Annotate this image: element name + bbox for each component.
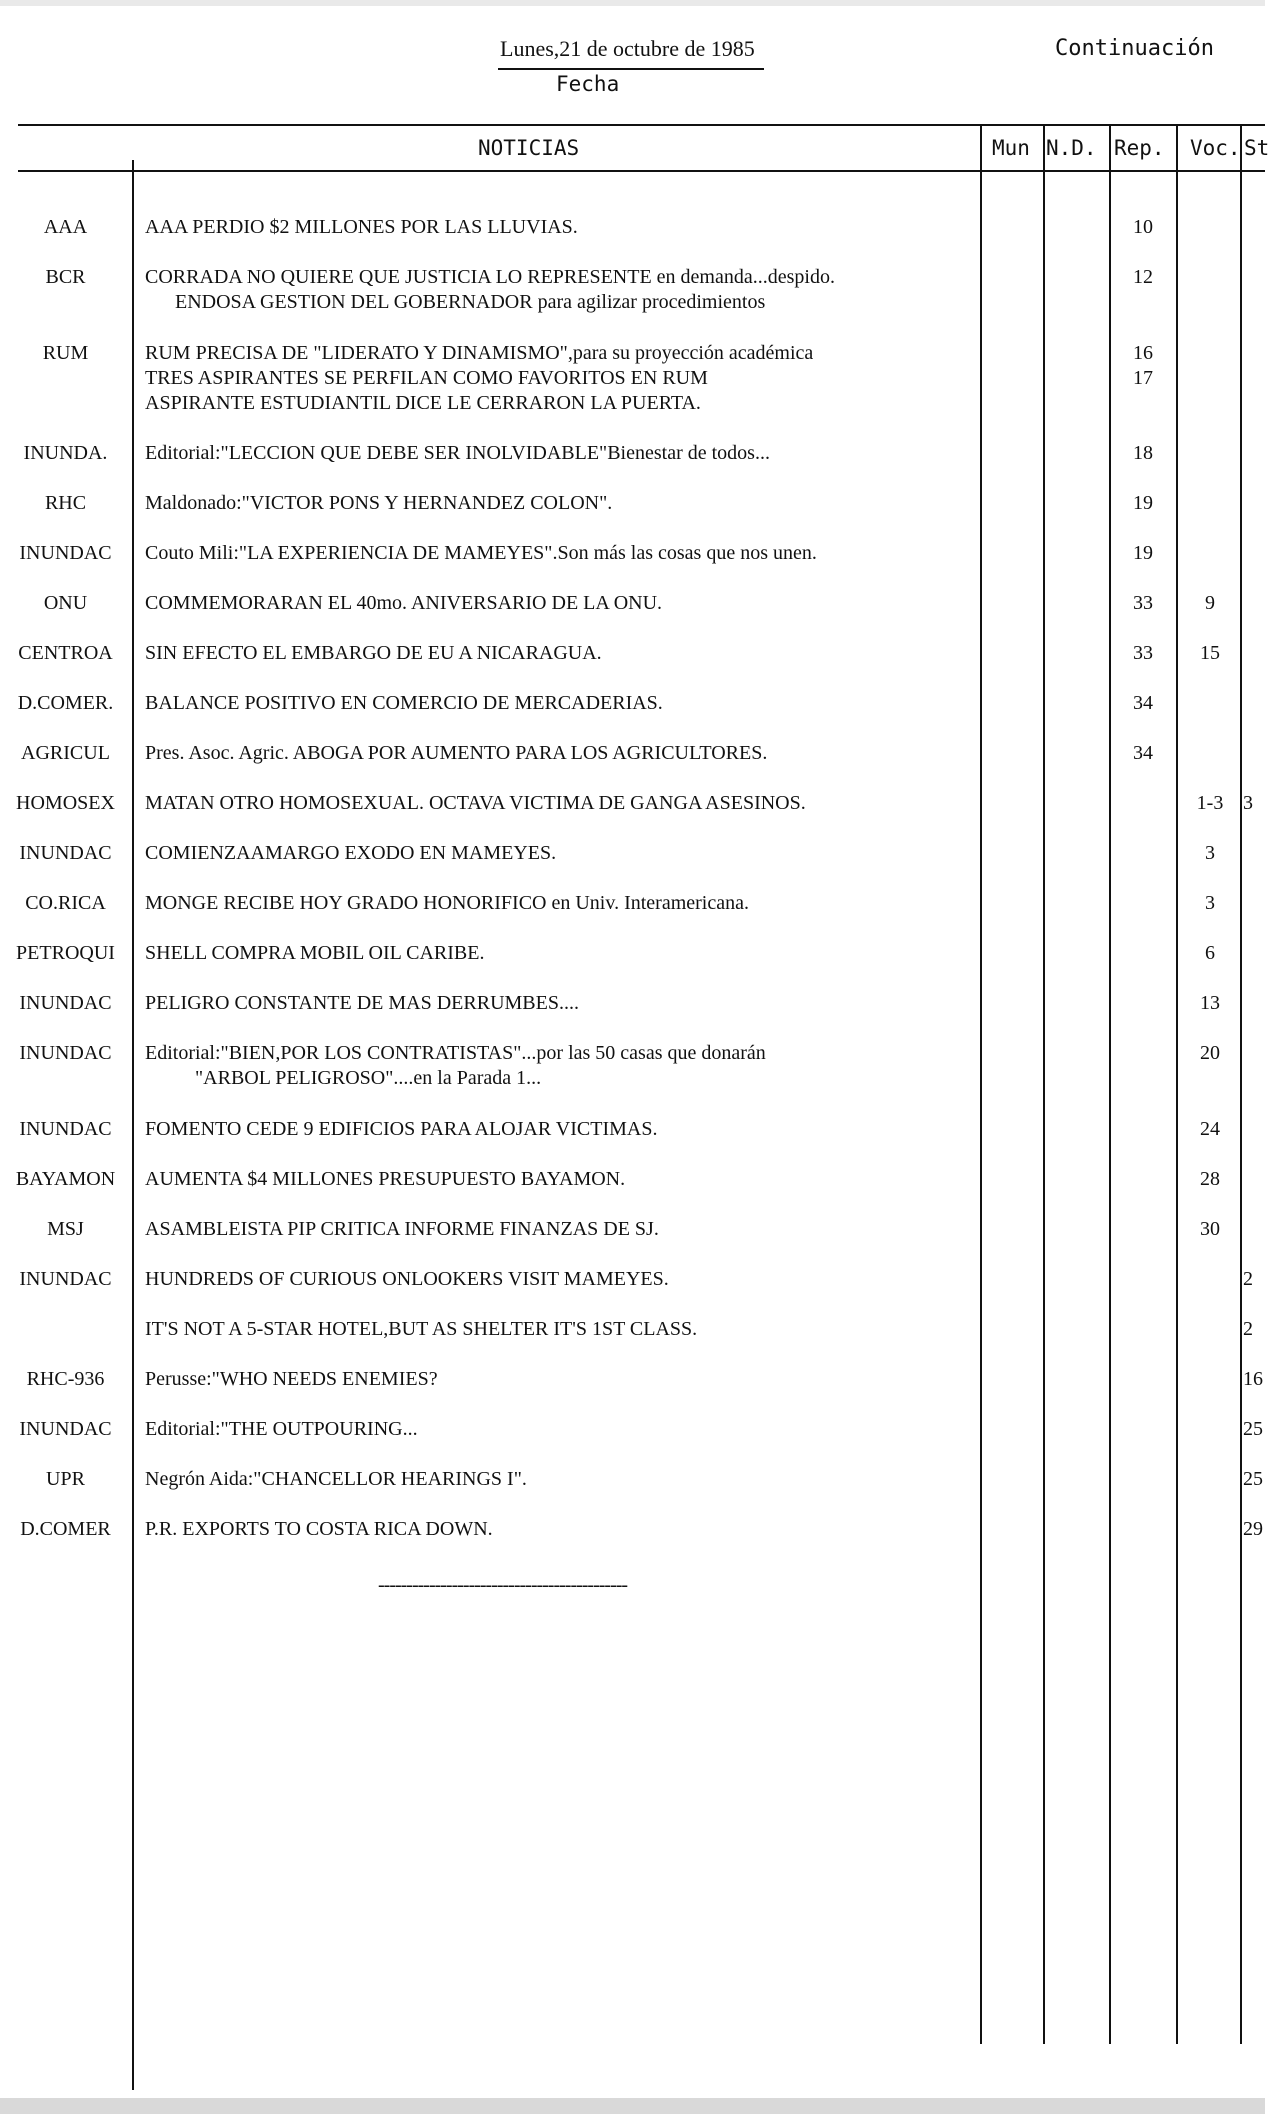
headline-text: ASAMBLEISTA PIP CRITICA INFORME FINANZAS DE SJ. (145, 1218, 659, 1240)
headline-text: ASPIRANTE ESTUDIANTIL DICE LE CERRARON LA PUERTA. (145, 392, 701, 414)
code-column-divider (132, 160, 134, 2090)
section-code: BCR (45, 266, 86, 288)
nd-column-divider (1043, 124, 1045, 2044)
rep-page-number: 17 (1133, 367, 1153, 389)
st-page-number: 25 (1243, 1468, 1263, 1490)
section-code: AAA (43, 216, 88, 238)
st-page-number: 29 (1243, 1518, 1263, 1540)
section-code: INUNDAC (19, 1268, 112, 1290)
mun-column-divider (980, 124, 982, 2044)
report-date: Lunes,21 de octubre de 1985 (500, 36, 755, 61)
voc-page-number: 15 (1200, 642, 1220, 664)
st-page-number: 3 (1243, 792, 1253, 814)
rep-page-number: 18 (1133, 442, 1153, 464)
rep-page-number: 19 (1133, 492, 1153, 514)
column-header-news: NOTICIAS (478, 136, 580, 160)
section-code: RUM (42, 342, 89, 364)
section-code: CENTROA (18, 642, 113, 664)
headline-text: CORRADA NO QUIERE QUE JUSTICIA LO REPRESENTE en demanda...despido. (145, 266, 835, 288)
column-header-rep: Rep. (1114, 136, 1165, 160)
voc-page-number: 28 (1200, 1168, 1220, 1190)
page-bottom-edge (0, 2098, 1265, 2114)
section-code: BAYAMON (15, 1168, 116, 1190)
date-label: Fecha (556, 72, 620, 96)
headline-text: Perusse:"WHO NEEDS ENEMIES? (145, 1368, 438, 1390)
column-header-nd: N.D. (1046, 136, 1097, 160)
headline-text: SIN EFECTO EL EMBARGO DE EU A NICARAGUA. (145, 642, 602, 664)
section-code: PETROQUI (16, 942, 115, 964)
section-code: UPR (46, 1468, 85, 1490)
headline-text: Editorial:"THE OUTPOURING... (145, 1418, 418, 1440)
headline-text: TRES ASPIRANTES SE PERFILAN COMO FAVORITOS EN RUM (145, 367, 708, 389)
headline-text: FOMENTO CEDE 9 EDIFICIOS PARA ALOJAR VICTIMAS. (145, 1118, 658, 1140)
voc-page-number: 1-3 (1196, 792, 1224, 814)
section-code: INUNDAC (19, 1418, 112, 1440)
rep-page-number: 33 (1133, 642, 1153, 664)
rep-page-number: 10 (1133, 216, 1153, 238)
headline-text: Pres. Asoc. Agric. ABOGA POR AUMENTO PARA LOS AGRICULTORES. (145, 742, 768, 764)
page-top-edge (0, 0, 1265, 6)
headline-text: AUMENTA $4 MILLONES PRESUPUESTO BAYAMON. (145, 1168, 626, 1190)
headline-text: PELIGRO CONSTANTE DE MAS DERRUMBES.... (145, 992, 579, 1014)
section-code: MSJ (47, 1218, 84, 1240)
st-page-number: 2 (1243, 1318, 1253, 1340)
column-header-mun: Mun (992, 136, 1030, 160)
headline-text: AAA PERDIO $2 MILLONES POR LAS LLUVIAS. (145, 216, 578, 238)
voc-page-number: 20 (1200, 1042, 1220, 1064)
column-header-voc: Voc. (1190, 136, 1241, 160)
voc-page-number: 30 (1200, 1218, 1220, 1240)
section-code: HOMOSEX (16, 792, 115, 814)
headline-text: RUM PRECISA DE "LIDERATO Y DINAMISMO",para su proyección académica (145, 342, 814, 364)
section-code: D.COMER. (17, 692, 114, 714)
section-code: RHC-936 (26, 1368, 105, 1390)
closing-dash-line: -------------------------------------------- (378, 1574, 628, 1596)
voc-page-number: 9 (1205, 592, 1215, 614)
headline-text: SHELL COMPRA MOBIL OIL CARIBE. (145, 942, 485, 964)
date-underline (498, 68, 764, 70)
headline-text: MATAN OTRO HOMOSEXUAL. OCTAVA VICTIMA DE GANGA ASESINOS. (145, 792, 806, 814)
section-code: INUNDAC (19, 992, 112, 1014)
headline-text: "ARBOL PELIGROSO"....en la Parada 1... (145, 1067, 542, 1089)
voc-page-number: 3 (1205, 892, 1215, 914)
section-code: INUNDA. (23, 442, 108, 464)
headline-text: HUNDREDS OF CURIOUS ONLOOKERS VISIT MAMEYES. (145, 1268, 669, 1290)
headline-text: COMMEMORARAN EL 40mo. ANIVERSARIO DE LA ONU. (145, 592, 663, 614)
headline-text: IT'S NOT A 5-STAR HOTEL,BUT AS SHELTER IT'S 1ST CLASS. (145, 1318, 698, 1340)
rep-page-number: 16 (1133, 342, 1153, 364)
rep-page-number: 34 (1133, 692, 1153, 714)
headline-text: COMIENZAAMARGO EXODO EN MAMEYES. (145, 842, 557, 864)
headline-text: Maldonado:"VICTOR PONS Y HERNANDEZ COLON". (145, 492, 613, 514)
section-code: ONU (43, 592, 88, 614)
headline-text: BALANCE POSITIVO EN COMERCIO DE MERCADERIAS. (145, 692, 663, 714)
st-page-number: 25 (1243, 1418, 1263, 1440)
rep-column-divider (1109, 124, 1111, 2044)
table-top-rule (18, 124, 1265, 126)
voc-page-number: 24 (1200, 1118, 1220, 1140)
section-code: INUNDAC (19, 542, 112, 564)
header-bottom-rule (18, 170, 1265, 172)
section-code: INUNDAC (19, 1042, 112, 1064)
rep-page-number: 33 (1133, 592, 1153, 614)
section-code: AGRICUL (21, 742, 110, 764)
st-page-number: 16 (1243, 1368, 1263, 1390)
voc-page-number: 3 (1205, 842, 1215, 864)
headline-text: Editorial:"BIEN,POR LOS CONTRATISTAS"...por las 50 casas que donarán (145, 1042, 766, 1064)
section-code: D.COMER (20, 1518, 111, 1540)
rep-page-number: 19 (1133, 542, 1153, 564)
headline-text: Couto Mili:"LA EXPERIENCIA DE MAMEYES".Son más las cosas que nos unen. (145, 542, 817, 564)
voc-page-number: 6 (1205, 942, 1215, 964)
headline-text: MONGE RECIBE HOY GRADO HONORIFICO en Univ. Interamericana. (145, 892, 749, 914)
headline-text: ENDOSA GESTION DEL GOBERNADOR para agilizar procedimientos (145, 291, 766, 313)
section-code: CO.RICA (25, 892, 106, 914)
voc-page-number: 13 (1200, 992, 1220, 1014)
rep-page-number: 34 (1133, 742, 1153, 764)
headline-text: Negrón Aida:"CHANCELLOR HEARINGS I". (145, 1468, 527, 1490)
headline-text: P.R. EXPORTS TO COSTA RICA DOWN. (145, 1518, 493, 1540)
section-code: INUNDAC (19, 842, 112, 864)
column-header-st: St (1244, 136, 1269, 160)
headline-text: Editorial:"LECCION QUE DEBE SER INOLVIDABLE"Bienestar de todos... (145, 442, 770, 464)
st-column-divider (1240, 124, 1242, 2044)
rep-page-number: 12 (1133, 266, 1153, 288)
st-page-number: 2 (1243, 1268, 1253, 1290)
section-code: RHC (44, 492, 87, 514)
continuation-label: Continuación (1055, 36, 1214, 61)
section-code: INUNDAC (19, 1118, 112, 1140)
voc-column-divider (1176, 124, 1178, 2044)
